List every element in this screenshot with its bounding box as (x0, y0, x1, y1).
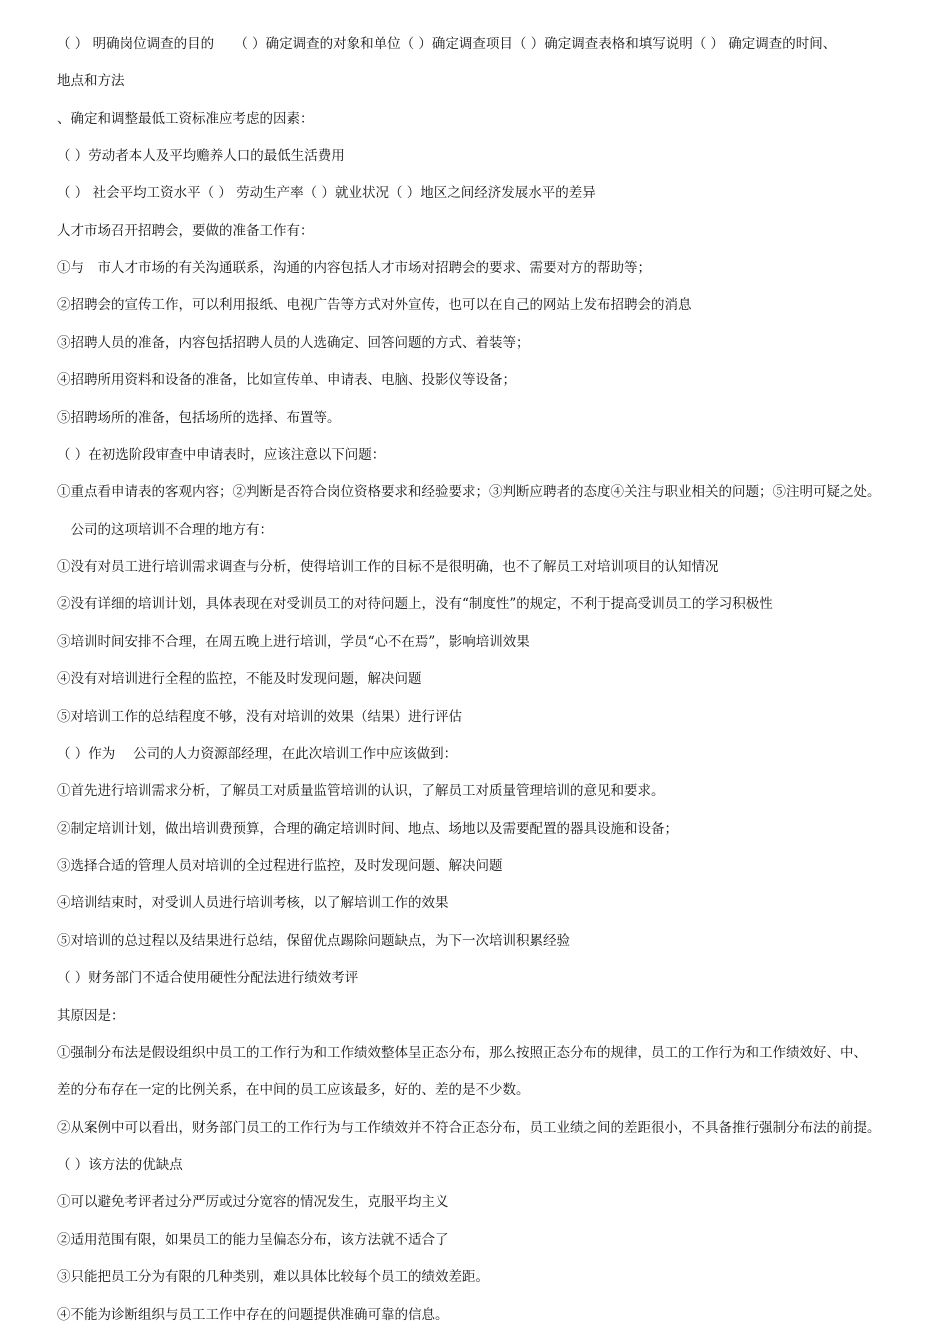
list-item: ③培训时间安排不合理，在周五晚上进行培训，学员“心不在焉”，影响培训效果 (57, 634, 530, 650)
text-line: 其原因是： (57, 1008, 125, 1024)
list-item: ③选择合适的管理人员对培训的全过程进行监控，及时发现问题、解决问题 (57, 858, 503, 874)
list-item: ③只能把员工分为有限的几种类别，难以具体比较每个员工的绩效差距。 (57, 1269, 489, 1285)
list-item: ①与 市人才市场的有关沟通联系，沟通的内容包括人才市场对招聘会的要求、需要对方的帮助等； (57, 260, 651, 276)
section-heading: （ ）作为 公司的人力资源部经理，在此次培训工作中应该做到： (57, 746, 458, 762)
list-item: ②适用范围有限，如果员工的能力呈偏态分布，该方法就不适合了 (57, 1232, 449, 1248)
list-item: ①首先进行培训需求分析，了解员工对质量监管培训的认识，了解员工对质量管理培训的意见和要求。 (57, 783, 665, 799)
section-heading: 公司的这项培训不合理的地方有： (57, 522, 273, 538)
list-item: ④不能为诊断组织与员工工作中存在的问题提供准确可靠的信息。 (57, 1307, 449, 1323)
list-item: ④招聘所用资料和设备的准备，比如宣传单、申请表、电脑、投影仪等设备； (57, 372, 516, 388)
list-item: ④没有对培训进行全程的监控，不能及时发现问题，解决问题 (57, 671, 422, 687)
list-item: ③招聘人员的准备，内容包括招聘人员的人选确定、回答问题的方式、着装等； (57, 335, 530, 351)
list-item: ②招聘会的宣传工作，可以利用报纸、电视广告等方式对外宣传，也可以在自己的网站上发布招聘会的消息 (57, 297, 692, 313)
list-item: ⑤对培训的总过程以及结果进行总结，保留优点踢除问题缺点，为下一次培训积累经验 (57, 933, 570, 949)
text-line: （ ）劳动者本人及平均赡养人口的最低生活费用 (57, 148, 345, 164)
list-item: ①没有对员工进行培训需求调查与分析，使得培训工作的目标不是很明确，也不了解员工对培训项目的认知情况 (57, 559, 719, 575)
list-item: ②没有详细的培训计划，具体表现在对受训员工的对待问题上，没有“制度性”的规定，不利于提高受训员工的学习积极性 (57, 596, 773, 612)
text-line: 差的分布存在一定的比例关系，在中间的员工应该最多，好的、差的是不少数。 (57, 1082, 530, 1098)
section-heading: 人才市场召开招聘会，要做的准备工作有： (57, 223, 314, 239)
list-item: ①重点看申请表的客观内容；②判断是否符合岗位资格要求和经验要求；③判断应聘者的态度④关注与职业相关的问题；⑤注明可疑之处。 (57, 484, 881, 500)
text-line: 地点和方法 (57, 73, 125, 89)
text-line: （ ） 明确岗位调查的目的 （ ）确定调查的对象和单位（ ）确定调查项目（ ）确定调查表格和填写说明（ ） 确定调查的时间、 (57, 36, 837, 52)
list-item: ②制定培训计划，做出培训费预算，合理的确定培训时间、地点、场地以及需要配置的器具设施和设备； (57, 821, 678, 837)
list-item: ⑤招聘场所的准备，包括场所的选择、布置等。 (57, 410, 341, 426)
list-item: ④培训结束时，对受训人员进行培训考核，以了解培训工作的效果 (57, 895, 449, 911)
list-item: ②从案例中可以看出，财务部门员工的工作行为与工作绩效并不符合正态分布，员工业绩之间的差距很小，不具备推行强制分布法的前提。 (57, 1120, 881, 1136)
section-heading: 、确定和调整最低工资标准应考虑的因素： (57, 111, 314, 127)
section-heading: （ ）财务部门不适合使用硬性分配法进行绩效考评 (57, 970, 359, 986)
list-item: ⑤对培训工作的总结程度不够，没有对培训的效果（结果）进行评估 (57, 709, 462, 725)
text-line: （ ） 社会平均工资水平（ ） 劳动生产率（ ）就业状况（ ）地区之间经济发展水平的差异 (57, 185, 596, 201)
section-heading: （ ）在初选阶段审查中申请表时，应该注意以下问题： (57, 447, 386, 463)
list-item: ①强制分布法是假设组织中员工的工作行为和工作绩效整体呈正态分布，那么按照正态分布的规律，员工的工作行为和工作绩效好、中、 (57, 1045, 867, 1061)
section-heading: （ ）该方法的优缺点 (57, 1157, 183, 1173)
list-item: ①可以避免考评者过分严厉或过分宽容的情况发生，克服平均主义 (57, 1194, 449, 1210)
